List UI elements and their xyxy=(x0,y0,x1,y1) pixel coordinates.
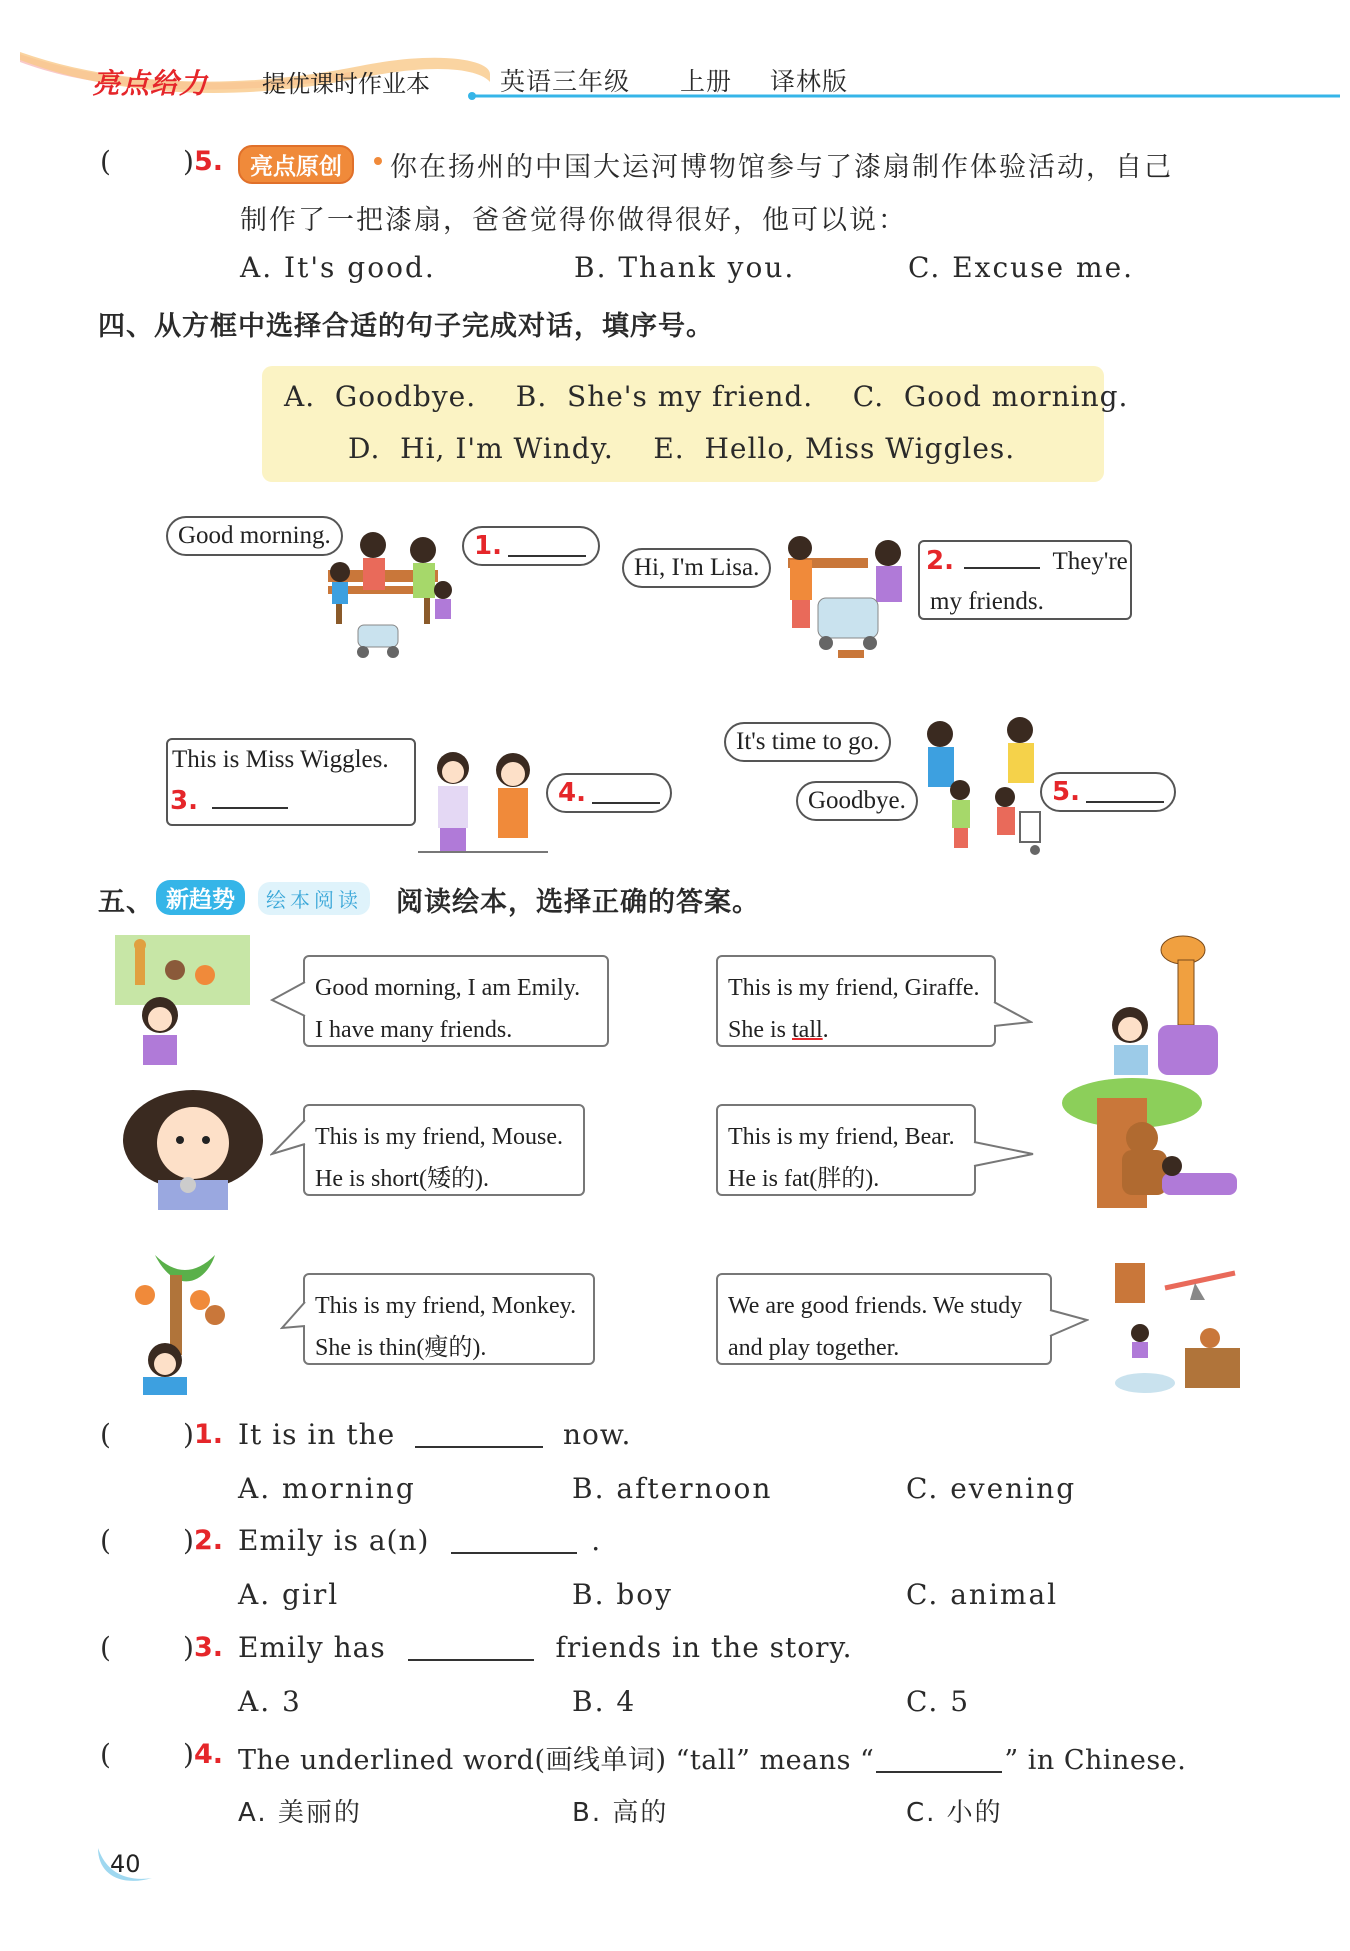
scene3-number: 3. xyxy=(170,786,198,816)
story-picture-play-together xyxy=(1110,1258,1250,1398)
option-box-line1: A. Goodbye. B. She's my friend. C. Good morning. xyxy=(284,380,1129,413)
story-together-line1: We are good friends. We study xyxy=(728,1293,1023,1319)
story-mouse-line2: He is short(矮的). xyxy=(315,1166,489,1192)
bubble-tail xyxy=(973,1140,1035,1170)
scene2-bubble: Hi, I'm Lisa. xyxy=(622,548,771,588)
underlined-word-tall: tall xyxy=(792,1017,823,1043)
story-box-bear xyxy=(716,1104,976,1196)
q1-paren-close: ) xyxy=(183,1418,195,1451)
bubble-tail xyxy=(270,980,306,1020)
q3-post: friends in the story. xyxy=(555,1631,853,1664)
scene2-answer-box xyxy=(918,540,1132,620)
q2-paren-close: ) xyxy=(183,1524,195,1557)
scene2-text-friends: my friends. xyxy=(930,588,1044,615)
story-picture-mouse xyxy=(118,1085,268,1210)
q2-blank[interactable] xyxy=(451,1526,577,1554)
scene5-illustration xyxy=(910,712,1060,862)
story-monkey-line1: This is my friend, Monkey. xyxy=(315,1293,577,1319)
answer-paren-open: ( xyxy=(100,145,112,178)
bubble-tail xyxy=(1049,1300,1089,1340)
q4-blank[interactable] xyxy=(876,1745,1002,1773)
answer-paren-close: ) xyxy=(183,145,195,178)
q1-text xyxy=(238,1418,631,1451)
q4-number: 4. xyxy=(194,1739,224,1770)
scene1-number: 1. xyxy=(474,531,502,561)
story-box-monkey xyxy=(303,1273,595,1365)
header-grade: 英语三年级 xyxy=(500,67,631,96)
story-bear-line2: He is fat(胖的). xyxy=(728,1166,880,1192)
section5-title: 阅读绘本，选择正确的答案。 xyxy=(396,887,760,918)
q2-paren-open: ( xyxy=(100,1524,112,1557)
q2-option-a[interactable]: A. girl xyxy=(238,1578,340,1611)
header-brand: 亮点给力 xyxy=(92,67,209,100)
story-giraffe-line2a: She is xyxy=(728,1017,793,1043)
q3-pre: Emily has xyxy=(238,1631,386,1664)
q3-paren-open: ( xyxy=(100,1631,112,1664)
scene1-bubble: Good morning. xyxy=(166,516,343,556)
scene1-illustration xyxy=(318,520,468,670)
scene1-blank[interactable] xyxy=(508,535,586,557)
story-picture-giraffe xyxy=(1098,930,1248,1075)
q5-text-line1: 你在扬州的中国大运河博物馆参与了漆扇制作体验活动，自己 xyxy=(390,152,1173,183)
scene2-text-theyre: They're xyxy=(1052,548,1128,575)
scene4-number: 4. xyxy=(558,778,586,808)
scene5-bubble2: Goodbye. xyxy=(796,781,918,821)
scene3-box xyxy=(166,738,416,826)
story-box-giraffe xyxy=(716,955,996,1047)
scene4-answer-bubble xyxy=(546,773,672,813)
header-edition: 译林版 xyxy=(770,67,849,96)
trend-badge: 新趋势 xyxy=(156,880,245,915)
q1-number: 1. xyxy=(194,1419,224,1450)
q2-number: 2. xyxy=(194,1525,224,1556)
story-giraffe-line2b: . xyxy=(822,1017,829,1043)
badge-dot xyxy=(374,157,382,165)
scene2-illustration xyxy=(778,528,928,678)
q2-post: . xyxy=(591,1524,602,1557)
q1-option-c[interactable]: C. evening xyxy=(906,1472,1077,1505)
q4-option-b[interactable]: B. 高的 xyxy=(572,1798,669,1828)
bubble-tail xyxy=(280,1300,306,1340)
q2-pre: Emily is a(n) xyxy=(238,1524,430,1557)
q1-post: now. xyxy=(563,1418,632,1451)
question-number: 5. xyxy=(194,146,224,177)
q4-option-c[interactable]: C. 小的 xyxy=(906,1798,1003,1828)
q1-blank[interactable] xyxy=(415,1420,543,1448)
story-box-together xyxy=(716,1273,1052,1365)
q3-option-b[interactable]: B. 4 xyxy=(572,1685,637,1718)
story-bear-line1: This is my friend, Bear. xyxy=(728,1124,955,1150)
q3-paren-close: ) xyxy=(183,1631,195,1664)
q5-option-c[interactable]: C. Excuse me. xyxy=(908,251,1135,284)
scene4-blank[interactable] xyxy=(592,782,660,804)
story-mouse-line1: This is my friend, Mouse. xyxy=(315,1124,563,1150)
q3-number: 3. xyxy=(194,1632,224,1663)
picture-book-badge: 绘本阅读 xyxy=(258,882,370,915)
story-picture-monkey xyxy=(115,1255,255,1395)
section5-prefix: 五、 xyxy=(98,887,154,918)
scene3-illustration xyxy=(418,740,548,860)
q5-option-a[interactable]: A. It's good. xyxy=(240,251,436,284)
header-volume: 上册 xyxy=(680,67,733,96)
q3-blank[interactable] xyxy=(408,1633,534,1661)
story-giraffe-line1: This is my friend, Giraffe. xyxy=(728,975,980,1001)
bubble-tail xyxy=(270,1118,306,1158)
q1-paren-open: ( xyxy=(100,1418,112,1451)
sentence-option-box xyxy=(262,366,1129,482)
q1-option-b[interactable]: B. afternoon xyxy=(572,1472,773,1505)
scene5-blank[interactable] xyxy=(1086,781,1164,803)
scene1-answer-bubble xyxy=(462,526,600,566)
option-box-line2: D. Hi, I'm Windy. E. Hello, Miss Wiggles. xyxy=(348,432,1016,465)
q2-option-c[interactable]: C. animal xyxy=(906,1578,1059,1611)
story-picture-emily-park xyxy=(115,935,250,1065)
scene2-blank[interactable] xyxy=(964,549,1040,569)
q3-option-a[interactable]: A. 3 xyxy=(238,1685,302,1718)
story-picture-bear xyxy=(1062,1078,1250,1218)
scene2-number: 2. xyxy=(926,546,954,576)
original-badge: 亮点原创 xyxy=(238,145,354,184)
q5-option-b[interactable]: B. Thank you. xyxy=(574,251,796,284)
q3-text xyxy=(238,1631,853,1664)
q3-option-c[interactable]: C. 5 xyxy=(906,1685,971,1718)
story-emily-line1: Good morning, I am Emily. xyxy=(315,975,581,1001)
page-number: 40 xyxy=(110,1850,141,1878)
q1-option-a[interactable]: A. morning xyxy=(238,1472,416,1505)
q5-text-line2: 制作了一把漆扇，爸爸觉得你做得很好，他可以说： xyxy=(240,205,907,236)
scene5-bubble1: It's time to go. xyxy=(724,722,891,762)
scene5-answer-bubble xyxy=(1040,772,1176,812)
q4-option-a[interactable]: A. 美丽的 xyxy=(238,1798,362,1828)
bubble-tail xyxy=(993,1000,1033,1030)
scene3-blank[interactable] xyxy=(212,789,288,809)
q1-pre: It is in the xyxy=(238,1418,396,1451)
story-box-mouse xyxy=(303,1104,585,1196)
header-subtitle: 提优课时作业本 xyxy=(262,70,430,98)
q2-option-b[interactable]: B. boy xyxy=(572,1578,673,1611)
q2-text xyxy=(238,1524,601,1557)
q4-post: ” in Chinese. xyxy=(1004,1745,1187,1776)
scene5-number: 5. xyxy=(1052,777,1080,807)
q4-text xyxy=(238,1738,1186,1777)
scene3-text: This is Miss Wiggles. xyxy=(172,746,389,773)
q4-paren-close: ) xyxy=(183,1738,195,1771)
q4-pre: The underlined word(画线单词) “tall” means “ xyxy=(238,1745,875,1776)
story-monkey-line2: She is thin(瘦的). xyxy=(315,1335,487,1361)
story-emily-line2: I have many friends. xyxy=(315,1017,513,1043)
q4-paren-open: ( xyxy=(100,1738,112,1771)
story-box-emily xyxy=(303,955,609,1047)
section4-title: 四、从方框中选择合适的句子完成对话，填序号。 xyxy=(98,311,714,342)
story-together-line2: and play together. xyxy=(728,1335,900,1361)
